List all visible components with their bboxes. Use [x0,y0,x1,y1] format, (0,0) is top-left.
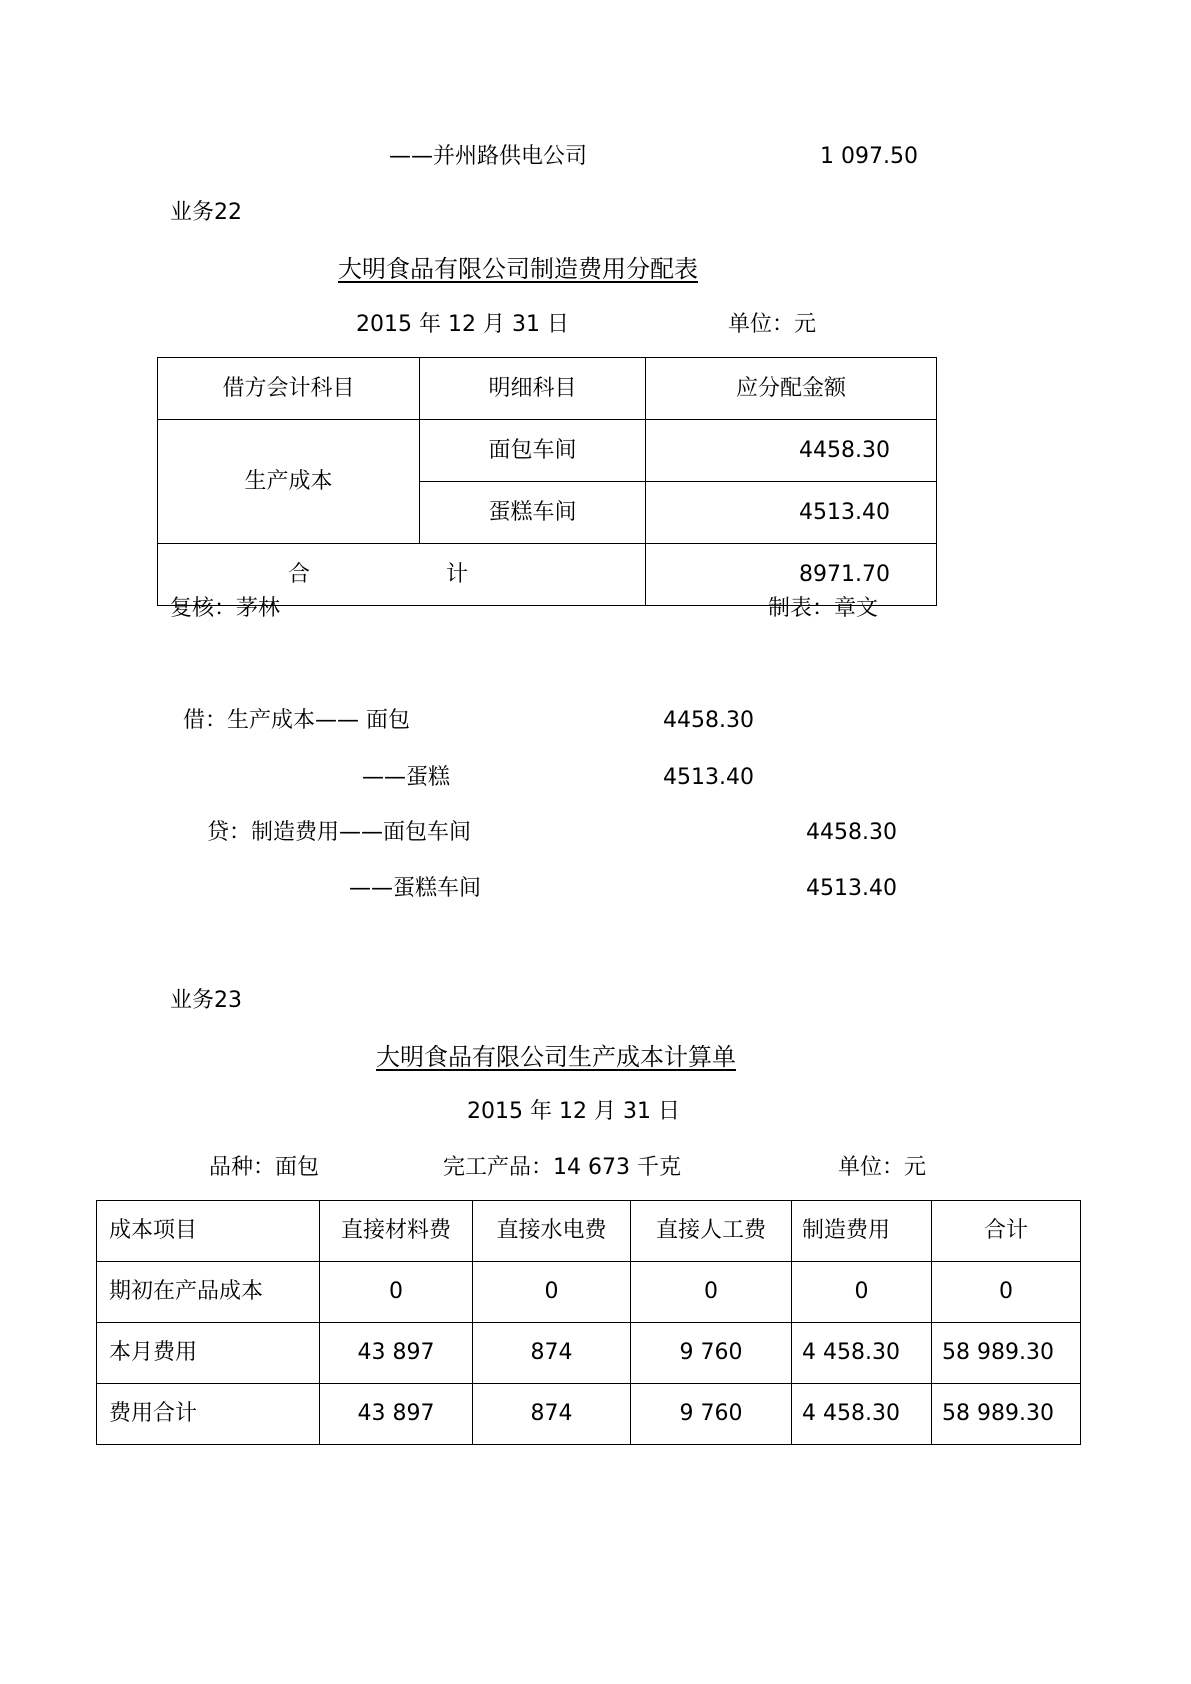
table-row [97,1384,1081,1445]
journal-debit-sub: ——蛋糕 [362,765,451,790]
biz23-unit: 单位：元 [838,1155,927,1180]
header-cost-item: 成本项目 [97,1201,320,1262]
journal-credit-sub: ——蛋糕车间 [349,876,482,901]
carryover-item: ——并州路供电公司 [389,144,588,169]
cell: 4 458.30 [792,1384,932,1445]
biz22-unit: 单位：元 [728,312,817,337]
reviewer: 复核：茅林 [170,596,281,621]
header-amount: 应分配金额 [646,358,937,420]
journal-credit-amount-1: 4458.30 [806,820,897,845]
row-label: 本月费用 [97,1323,320,1384]
cell: 43 897 [320,1323,473,1384]
journal-credit-line: 贷：制造费用——面包车间 [207,820,472,845]
cell: 58 989.30 [932,1384,1081,1445]
cost-table [96,1200,1081,1445]
table-row [97,1323,1081,1384]
detail-cell: 蛋糕车间 [420,482,646,544]
biz23-title: 大明食品有限公司生产成本计算单 [376,1043,736,1071]
biz23-variety: 品种：面包 [209,1155,320,1180]
allocation-table [157,357,937,606]
cell: 0 [473,1262,631,1323]
row-label: 期初在产品成本 [97,1262,320,1323]
group-label: 生产成本 [158,420,420,544]
header-direct-material: 直接材料费 [320,1201,473,1262]
biz22-date: 2015 年 12 月 31 日 [356,312,569,337]
cell: 0 [320,1262,473,1323]
table-header-row [158,358,937,420]
cell: 874 [473,1323,631,1384]
total-label-2: 计 [445,561,468,587]
amount-cell: 4513.40 [646,482,937,544]
journal-debit-amount-2: 4513.40 [663,765,754,790]
header-manufacturing-overhead: 制造费用 [792,1201,932,1262]
journal-credit-amount-2: 4513.40 [806,876,897,901]
cell: 9 760 [631,1384,792,1445]
header-direct-labor: 直接人工费 [631,1201,792,1262]
journal-debit-line: 借：生产成本—— 面包 [183,708,410,733]
carryover-amount: 1 097.50 [820,144,918,169]
cell: 58 989.30 [932,1323,1081,1384]
header-detail-account: 明细科目 [420,358,646,420]
cell: 874 [473,1384,631,1445]
table-row [158,420,937,482]
cell: 0 [631,1262,792,1323]
biz22-label: 业务22 [170,200,242,225]
biz23-finished: 完工产品：14 673 千克 [443,1155,681,1180]
biz22-title: 大明食品有限公司制造费用分配表 [338,255,698,283]
header-direct-utilities: 直接水电费 [473,1201,631,1262]
cell: 43 897 [320,1384,473,1445]
amount-cell: 4458.30 [646,420,937,482]
cell: 0 [932,1262,1081,1323]
table-header-row [97,1201,1081,1262]
detail-cell: 面包车间 [420,420,646,482]
journal-debit-amount-1: 4458.30 [663,708,754,733]
biz23-date: 2015 年 12 月 31 日 [467,1099,680,1124]
row-label: 费用合计 [97,1384,320,1445]
cell: 0 [792,1262,932,1323]
header-total: 合计 [932,1201,1081,1262]
total-amount: 8971.70 [646,544,937,606]
preparer: 制表：章文 [768,596,879,621]
cell: 4 458.30 [792,1323,932,1384]
biz23-label: 业务23 [170,988,242,1013]
cell: 9 760 [631,1323,792,1384]
total-label-1: 合 [287,561,310,587]
table-row [97,1262,1081,1323]
header-debit-account: 借方会计科目 [158,358,420,420]
